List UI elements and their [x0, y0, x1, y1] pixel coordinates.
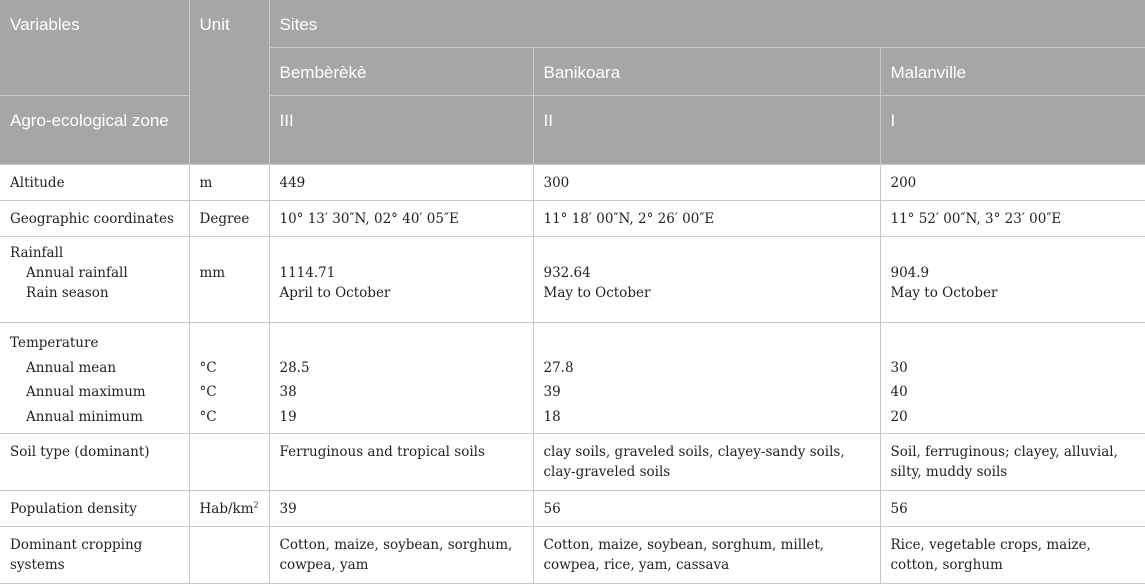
cell-value: 10° 13′ 30″N, 02° 40′ 05″E	[269, 201, 533, 237]
row-unit: mm	[199, 265, 226, 281]
row-label: Altitude	[0, 165, 189, 201]
row-unit: °C	[199, 359, 217, 376]
header-blank	[189, 48, 269, 96]
cell-value: 1114.71	[279, 265, 336, 281]
zone-malanville: I	[880, 96, 1145, 165]
cell-value: 56	[533, 491, 880, 527]
cell-value: 300	[533, 165, 880, 201]
cell-value: 27.8	[543, 359, 574, 376]
cell-group	[269, 237, 533, 323]
row-unit: °C	[199, 408, 217, 425]
header-sites: Sites	[269, 0, 1145, 48]
cell-value: 449	[269, 165, 533, 201]
header-variables: Variables	[0, 0, 189, 48]
row-label-group	[0, 323, 189, 434]
site-name-malanville: Malanville	[880, 48, 1145, 96]
cell-group	[533, 237, 880, 323]
row-label: Rainfall	[10, 245, 64, 261]
row-label: Dominant cropping systems	[0, 527, 189, 584]
cell-value: 11° 18′ 00″N, 2° 26′ 00″E	[533, 201, 880, 237]
cell-value: 11° 52′ 00″N, 3° 23′ 00″E	[880, 201, 1145, 237]
row-unit-group	[189, 237, 269, 323]
sub-label-annual-minimum: Annual minimum	[26, 408, 143, 425]
row-unit	[189, 491, 269, 527]
sub-label-annual-maximum: Annual maximum	[26, 384, 146, 400]
cell-value: 932.64	[543, 265, 591, 281]
cell-value: 28.5	[279, 359, 310, 376]
cell-value: May to October	[543, 285, 651, 301]
unit-superscript: 2	[253, 500, 259, 510]
row-label: Soil type (dominant)	[0, 434, 189, 491]
zone-bemberke: III	[269, 96, 533, 165]
header-blank	[0, 48, 189, 96]
cell-group	[269, 323, 533, 434]
zone-banikoara: II	[533, 96, 880, 165]
row-label-group	[0, 237, 189, 323]
row-unit-group	[189, 323, 269, 434]
cell-value: clay soils, graveled soils, clayey-sandy soils, clay-graveled soils	[533, 434, 880, 491]
cell-value: 39	[269, 491, 533, 527]
unit-base: Hab/km	[199, 501, 254, 517]
header-blank	[189, 96, 269, 165]
row-label: Population density	[0, 491, 189, 527]
table-row-temperature	[0, 323, 1145, 434]
cell-group	[533, 323, 880, 434]
cell-value: Cotton, maize, soybean, sorghum, millet, cowpea, rice, yam, cassava	[533, 527, 880, 584]
header-unit: Unit	[189, 0, 269, 48]
table-row-rainfall	[0, 237, 1145, 323]
cell-value: 56	[880, 491, 1145, 527]
row-unit: Degree	[189, 201, 269, 237]
cell-value: 18	[543, 408, 561, 425]
cell-value: May to October	[890, 285, 998, 301]
sub-label-rain-season: Rain season	[26, 285, 109, 301]
cell-value: Cotton, maize, soybean, sorghum, cowpea, yam	[269, 527, 533, 584]
row-unit	[189, 527, 269, 584]
site-name-banikoara: Banikoara	[533, 48, 880, 96]
cell-group	[880, 237, 1145, 323]
cell-value: 19	[279, 408, 297, 425]
cell-value: 38	[279, 384, 297, 400]
row-unit	[189, 434, 269, 491]
cell-value: 20	[890, 408, 908, 425]
cell-value: Ferruginous and tropical soils	[269, 434, 533, 491]
table-row-population	[0, 491, 1145, 527]
table-row-coordinates	[0, 201, 1145, 237]
cell-value: 200	[880, 165, 1145, 201]
site-name-bemberke: Bembèrèkè	[269, 48, 533, 96]
sub-label-annual-mean: Annual mean	[26, 359, 117, 376]
table-row-cropping	[0, 527, 1145, 584]
row-unit: °C	[199, 384, 217, 400]
table-row-altitude	[0, 165, 1145, 201]
cell-value: Soil, ferruginous; clayey, alluvial, silty, muddy soils	[880, 434, 1145, 491]
sub-label-annual-rainfall: Annual rainfall	[26, 265, 128, 281]
cell-value: Rice, vegetable crops, maize, cotton, sorghum	[880, 527, 1145, 584]
table-row-soil	[0, 434, 1145, 491]
table-header	[0, 0, 1145, 165]
row-label: Temperature	[10, 335, 99, 351]
cell-value: 39	[543, 384, 561, 400]
cell-value: 904.9	[890, 265, 930, 281]
cell-value: 30	[890, 359, 908, 376]
cell-value: 40	[890, 384, 908, 400]
header-zone-label: Agro-ecological zone	[0, 96, 189, 165]
cell-value: April to October	[279, 285, 391, 301]
row-unit: m	[189, 165, 269, 201]
cell-group	[880, 323, 1145, 434]
row-label: Geographic coordinates	[0, 201, 189, 237]
